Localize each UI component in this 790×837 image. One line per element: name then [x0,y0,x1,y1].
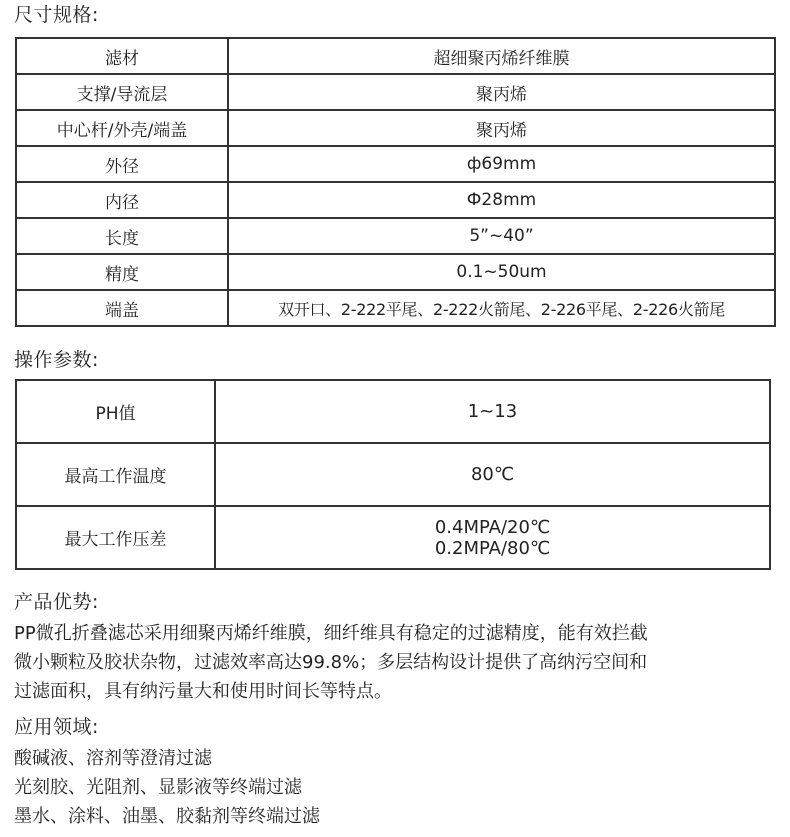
list-item: 光刻胶、光阻剂、显影液等终端过滤 [14,777,302,798]
table-row [16,110,775,146]
advantages-text [14,619,779,706]
table-row [16,290,775,326]
operation-value: 1~13 [215,380,770,443]
spec-label: 支撑/导流层 [16,74,228,110]
pressure-value-line: 0.2MPA/80℃ [434,537,551,559]
applications-heading: 应用领域: [14,716,99,738]
text-line: 微小颗粒及胶状杂物，过滤效率高达99.8%；多层结构设计提供了高纳污空间和 [14,652,648,673]
text-line: 过滤面积，具有纳污量大和使用时间长等特点。 [14,681,392,702]
spec-value: 0.1~50um [228,254,775,290]
operation-value: 80℃ [215,443,770,506]
spec-label: 滤材 [16,38,228,74]
spec-value: 5”~40” [228,218,775,254]
applications-list [14,744,779,831]
table-row [16,218,775,254]
operation-label: 最高工作温度 [16,443,215,506]
table-row [16,182,775,218]
spec-label: 内径 [16,182,228,218]
spec-value: 超细聚丙烯纤维膜 [228,38,775,74]
spec-value: ф69mm [228,146,775,182]
operation-label: PH值 [16,380,215,443]
spec-heading: 尺寸规格: [14,4,99,26]
text-line: PP微孔折叠滤芯采用细聚丙烯纤维膜，细纤维具有稳定的过滤精度，能有效拦截 [14,623,648,644]
spec-label: 外径 [16,146,228,182]
list-item: 墨水、涂料、油墨、胶黏剂等终端过滤 [14,806,320,827]
operation-heading: 操作参数: [14,349,99,371]
spec-table [15,37,776,327]
advantages-heading: 产品优势: [14,591,99,613]
spec-label: 精度 [16,254,228,290]
table-row [16,254,775,290]
table-row [16,443,770,506]
spec-label: 端盖 [16,290,228,326]
spec-value: 聚丙烯 [228,74,775,110]
table-row [16,38,775,74]
list-item: 酸碱液、溶剂等澄清过滤 [14,748,212,769]
table-row [16,380,770,443]
spec-value: Ф28mm [228,182,775,218]
operation-table [15,379,771,570]
table-row [16,74,775,110]
operation-label: 最大工作压差 [16,506,215,569]
spec-label: 长度 [16,218,228,254]
table-row [16,506,770,569]
spec-value: 聚丙烯 [228,110,775,146]
pressure-value-line: 0.4MPA/20℃ [434,516,551,538]
operation-value [215,506,770,569]
table-row [16,146,775,182]
spec-label: 中心杆/外壳/端盖 [16,110,228,146]
spec-value: 双开口、2-222平尾、2-222火箭尾、2-226平尾、2-226火箭尾 [228,290,775,326]
